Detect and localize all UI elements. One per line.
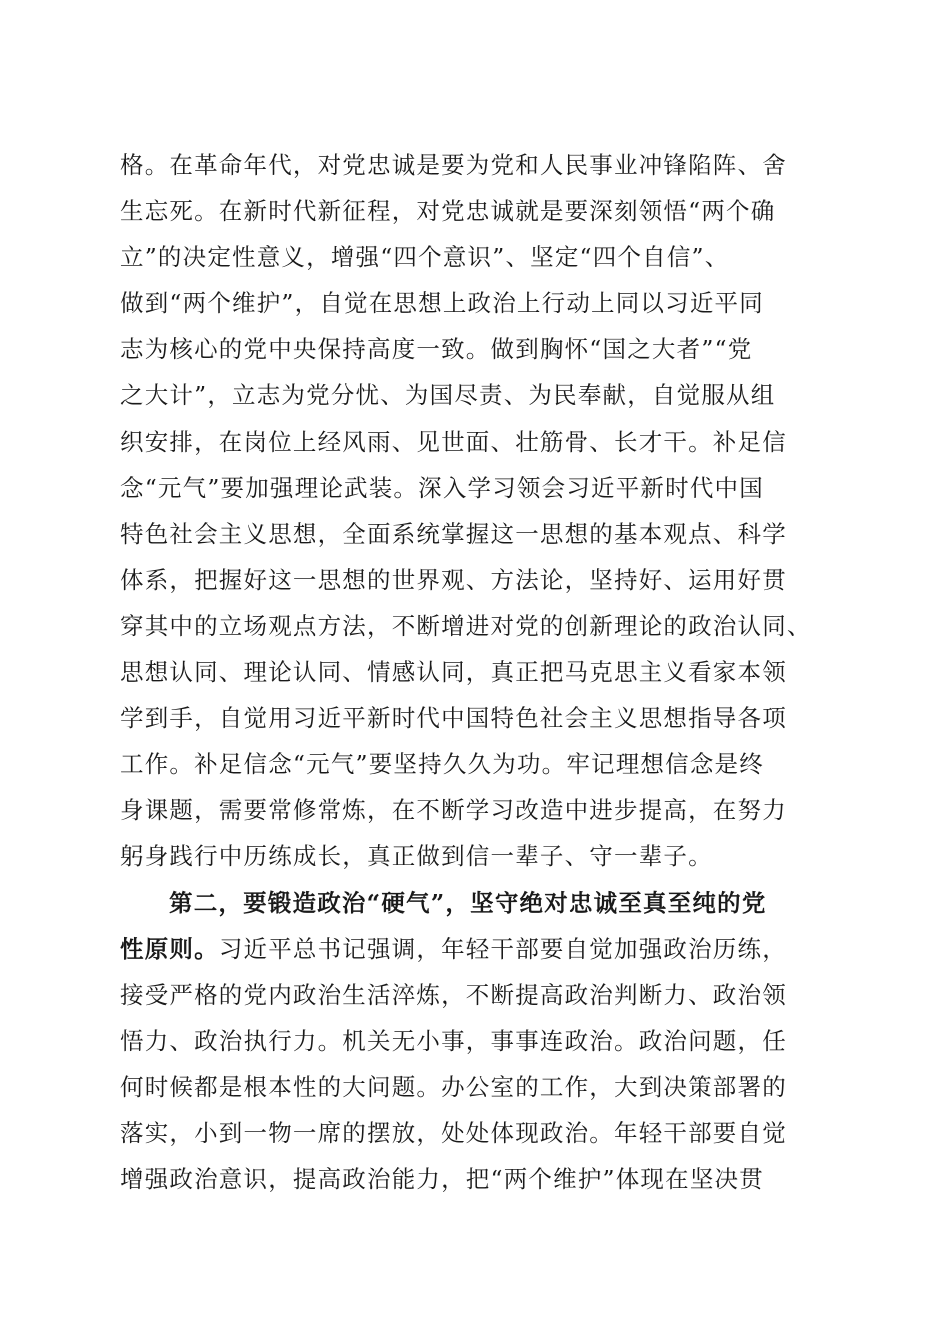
- text-line: 体系，把握好这一思想的世界观、方法论，坚持好、运用好贯: [120, 565, 787, 594]
- text-segment: 习近平总书记强调，年轻干部要自觉加强政治历练，: [218, 934, 787, 963]
- text-line: 增强政治意识，提高政治能力，把“两个维护”体现在坚决贯: [120, 1165, 764, 1194]
- text-line: 念“元气”要加强理论武装。深入学习领会习近平新时代中国: [120, 473, 764, 502]
- text-line: 之大计”，立志为党分忧、为国尽责、为民奉献，自觉服从组: [120, 381, 776, 410]
- text-line: 思想认同、理论认同、情感认同，真正把马克思主义看家本领: [120, 658, 787, 687]
- text-line: 织安排，在岗位上经风雨、见世面、壮筋骨、长才干。补足信: [120, 427, 787, 456]
- text-line: 悟力、政治执行力。机关无小事，事事连政治。政治问题，任: [120, 1026, 787, 1055]
- text-line: 身课题，需要常修常炼，在不断学习改造中进步提高，在努力: [120, 796, 787, 825]
- text-line: 落实，小到一物一席的摆放，处处体现政治。年轻干部要自觉: [120, 1118, 787, 1147]
- text-line: 工作。补足信念“元气”要坚持久久为功。牢记理想信念是终: [120, 750, 764, 779]
- section-heading-continuation: [120, 926, 840, 972]
- text-line: 志为核心的党中央保持高度一致。做到胸怀“国之大者”“党: [120, 335, 753, 364]
- text-line: 躬身践行中历练成长，真正做到信一辈子、守一辈子。: [120, 842, 713, 871]
- text-line: 何时候都是根本性的大问题。办公室的工作，大到决策部署的: [120, 1072, 787, 1101]
- section-heading-end: 性原则。: [120, 934, 219, 963]
- section-heading: 第二，要锻造政治“硬气”，坚守绝对忠诚至真至纯的党: [169, 888, 767, 917]
- text-line: 立”的决定性意义，增强“四个意识”、坚定“四个自信”、: [120, 243, 730, 272]
- text-line: 生忘死。在新时代新征程，对党忠诚就是要深刻领悟“两个确: [120, 197, 776, 226]
- text-line: 学到手，自觉用习近平新时代中国特色社会主义思想指导各项: [120, 704, 787, 733]
- text-line: 穿其中的立场观点方法，不断增进对党的创新理论的政治认同、: [120, 611, 812, 640]
- body-text: [120, 142, 840, 1202]
- text-line: 接受严格的党内政治生活淬炼，不断提高政治判断力、政治领: [120, 980, 787, 1009]
- text-line: 做到“两个维护”，自觉在思想上政治上行动上同以习近平同: [120, 289, 764, 318]
- text-line: 特色社会主义思想，全面系统掌握这一思想的基本观点、科学: [120, 519, 787, 548]
- text-line: 格。在革命年代，对党忠诚是要为党和人民事业冲锋陷阵、舍: [120, 151, 787, 179]
